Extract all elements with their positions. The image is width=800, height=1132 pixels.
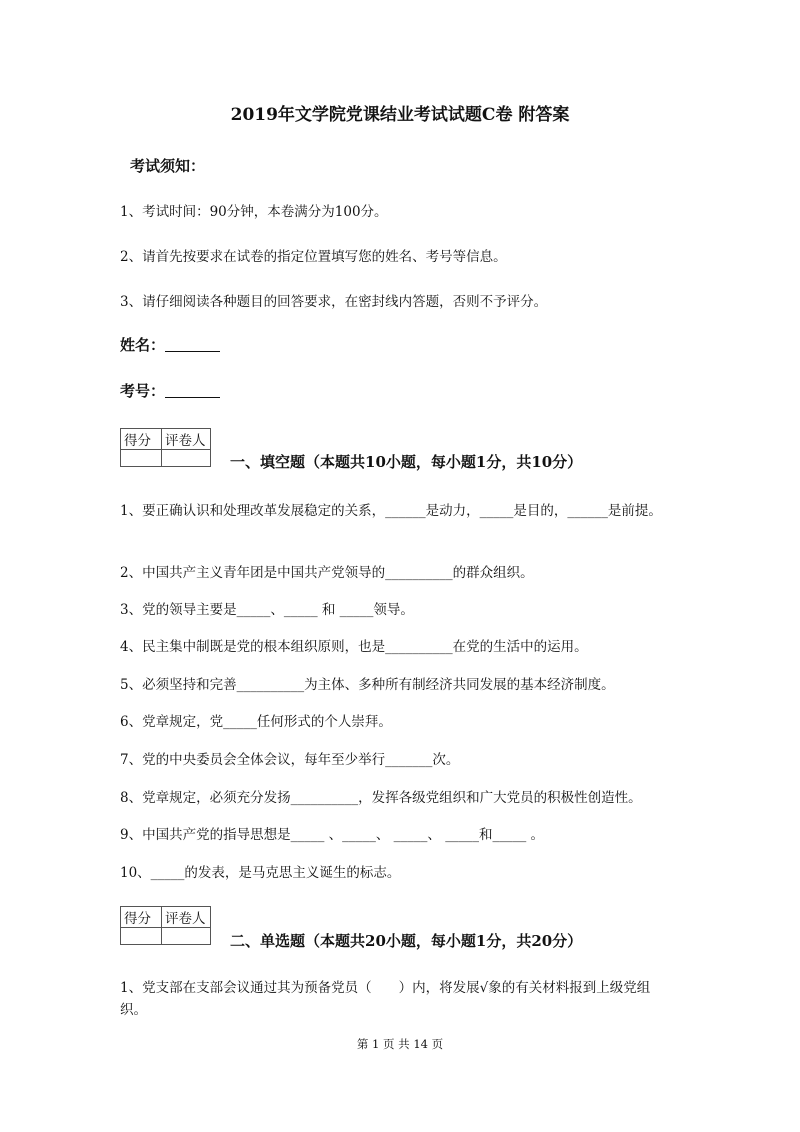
section-heading: 一、填空题（本题共10小题，每小题1分，共10分） — [230, 453, 583, 471]
page-footer: 第 1 页 共 14 页 — [356, 1037, 444, 1051]
notice-heading: 考试须知： — [130, 157, 206, 175]
exam-id-blank[interactable] — [165, 383, 220, 398]
exam-id-label: 考号： — [120, 382, 166, 400]
exam-id-field — [120, 380, 220, 401]
question: 3、党的领导主要是_____、_____ 和 _____领导。 — [120, 602, 414, 618]
name-label: 姓名： — [120, 336, 166, 354]
question: 5、必须坚持和完善__________为主体、多种所有制经济共同发展的基本经济制度。 — [120, 677, 615, 693]
question: 7、党的中央委员会全体会议，每年至少举行_______次。 — [120, 752, 460, 768]
notice-item: 3、请仔细阅读各种题目的回答要求，在密封线内答题，否则不予评分。 — [120, 294, 548, 310]
score-cell[interactable] — [121, 928, 162, 945]
section-heading: 二、单选题（本题共20小题，每小题1分，共20分） — [230, 932, 583, 950]
grader-cell[interactable] — [162, 928, 211, 945]
name-blank[interactable] — [165, 337, 220, 352]
grader-cell[interactable] — [162, 450, 211, 467]
question: 6、党章规定，党_____任何形式的个人崇拜。 — [120, 714, 392, 730]
notice-item: 1、考试时间：90分钟，本卷满分为100分。 — [120, 204, 388, 220]
question: 8、党章规定，必须充分发扬__________，发挥各级党组织和广大党员的积极性创造性。 — [120, 790, 642, 806]
grader-header: 评卷人 — [162, 907, 211, 928]
score-table — [120, 906, 211, 945]
score-header: 得分 — [121, 429, 162, 450]
question: 1、要正确认识和处理改革发展稳定的关系，______是动力，_____是目的，______是前提。 — [120, 503, 662, 519]
question: 9、中国共产党的指导思想是_____ 、_____、 _____、 _____和_____ 。 — [120, 827, 545, 843]
page-title: 2019年文学院党课结业考试试题C卷 附答案 — [230, 105, 570, 125]
question: 2、中国共产主义青年团是中国共产党领导的__________的群众组织。 — [120, 565, 534, 581]
notice-item: 2、请首先按要求在试卷的指定位置填写您的姓名、考号等信息。 — [120, 249, 507, 265]
question: 1、党支部在支部会议通过其为预备党员（ ）内，将发展√象的有关材料报到上级党组 — [120, 980, 651, 996]
grader-header: 评卷人 — [162, 429, 211, 450]
question: 4、民主集中制既是党的根本组织原则，也是__________在党的生活中的运用。 — [120, 639, 588, 655]
name-field — [120, 334, 220, 355]
score-cell[interactable] — [121, 450, 162, 467]
question-continuation: 织。 — [120, 1002, 147, 1018]
score-table — [120, 428, 211, 467]
question: 10、_____的发表，是马克思主义诞生的标志。 — [120, 865, 401, 881]
score-header: 得分 — [121, 907, 162, 928]
